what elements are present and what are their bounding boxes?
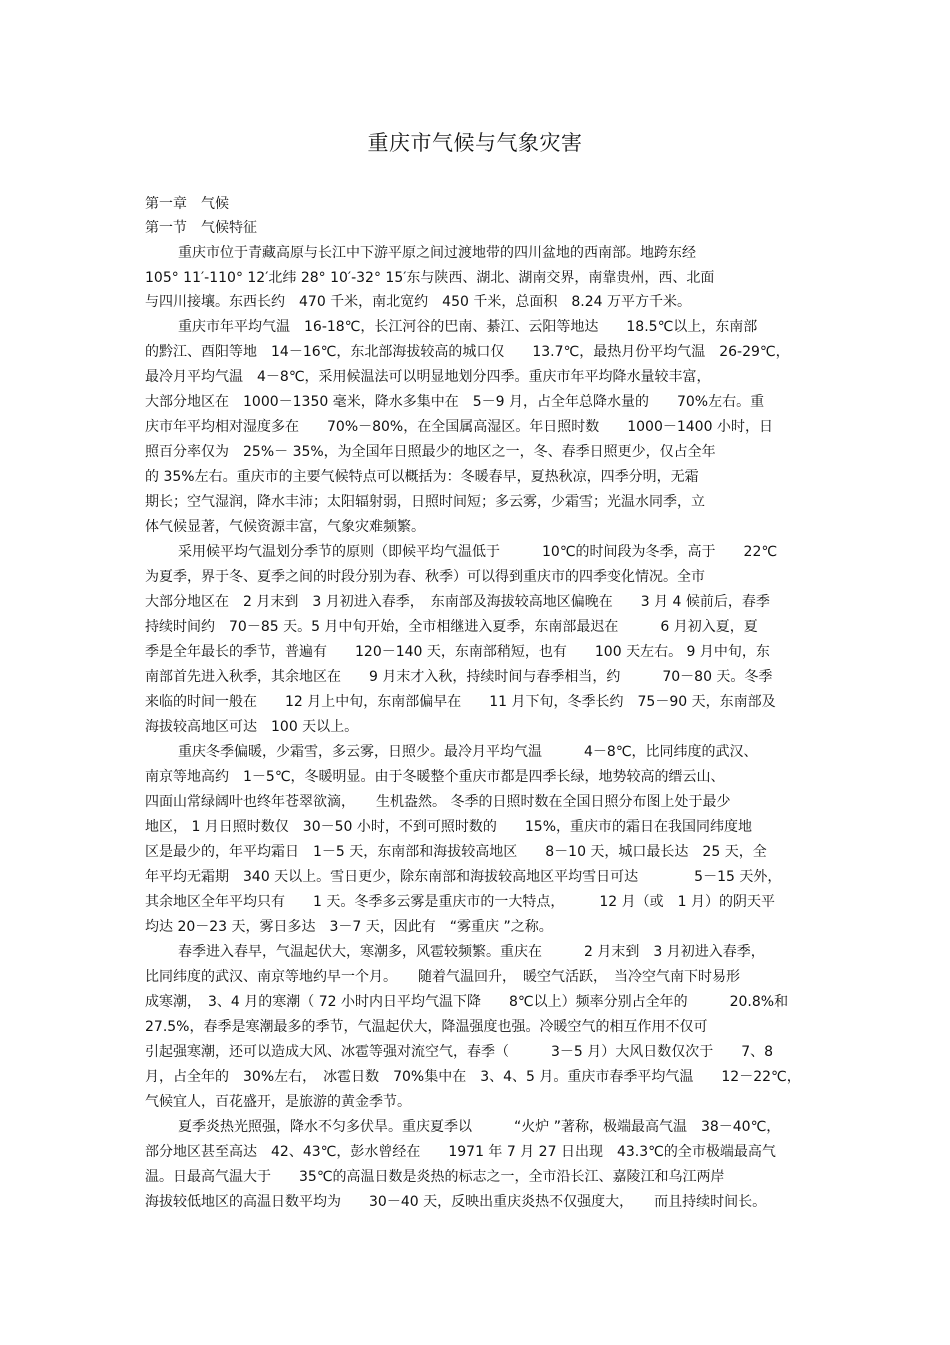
- paragraph-line: 与四川接壤。东西长约 470 千米，南北宽约 450 千米，总面积 8.24 万平方千米。: [145, 294, 691, 310]
- paragraph-first-line: 采用候平均气温划分季节的原则（即候平均气温低于 10℃的时间段为冬季，高于 22℃: [178, 544, 778, 560]
- paragraph-line: 持续时间约 70－85 天。5 月中旬开始，全市相继进入夏季，东南部最迟在 6 月初入夏，夏: [145, 619, 758, 635]
- paragraph-line: 成寒潮， 3、4 月的寒潮（ 72 小时内日平均气温下降 8℃以上）频率分别占全年的 20.8%和: [145, 994, 789, 1010]
- paragraph-line: 105° 11′-110° 12′北纬 28° 10′-32° 15′东与陕西、湖北、湖南交界，南靠贵州，西、北面: [145, 270, 715, 286]
- paragraph-line: 为夏季，界于冬、夏季之间的时段分别为春、秋季）可以得到重庆市的四季变化情况。全市: [145, 569, 705, 585]
- paragraph-line: 照百分率仅为 25%－ 35%，为全国年日照最少的地区之一，冬、春季日照更少，仅占全年: [145, 444, 716, 460]
- paragraph-line: 期长；空气湿润，降水丰沛；太阳辐射弱，日照时间短；多云雾，少霜雪；光温水同季，立: [145, 494, 705, 510]
- paragraph-line: 均达 20－23 天，雾日多达 3－7 天，因此有 “雾重庆 ”之称。: [145, 919, 553, 935]
- paragraph-line: 引起强寒潮，还可以造成大风、冰雹等强对流空气，春季（ 3－5 月）大风日数仅次于 7、8: [145, 1044, 774, 1060]
- paragraph-line: 比同纬度的武汉、南京等地约早一个月。 随着气温回升， 暖空气活跃， 当冷空气南下时易形: [145, 969, 740, 985]
- chapter-heading: 第一章 气候: [145, 196, 229, 212]
- paragraph-line: 温。日最高气温大于 35℃的高温日数是炎热的标志之一，全市沿长江、嘉陵江和乌江两岸: [145, 1169, 725, 1185]
- paragraph-line: 南部首先进入秋季，其余地区在 9 月末才入秋，持续时间与春季相当，约 70－80 天。冬季: [145, 669, 773, 685]
- paragraph-line: 季是全年最长的季节，普遍有 120－140 天，东南部稍短，也有 100 天左右。 9 月中旬，东: [145, 644, 770, 660]
- paragraph-line: 大部分地区在 1000－1350 毫米，降水多集中在 5－9 月，占全年总降水量的 70%左右。重: [145, 394, 765, 410]
- paragraph-line: 南京等地高约 1－5℃，冬暖明显。由于冬暖整个重庆市都是四季长绿，地势较高的缙云山、: [145, 769, 725, 785]
- paragraph-line: 气候宜人，百花盛开，是旅游的黄金季节。: [145, 1094, 411, 1110]
- paragraph-line: 最冷月平均气温 4－8℃，采用候温法可以明显地划分四季。重庆市年平均降水量较丰富，: [145, 369, 711, 385]
- paragraph-line: 庆市年平均相对湿度多在 70%－80%，在全国属高湿区。年日照时数 1000－1400 小时，日: [145, 419, 773, 435]
- paragraph-line: 的 35%左右。重庆市的主要气候特点可以概括为：冬暖春早，夏热秋凉，四季分明，无霜: [145, 469, 699, 485]
- paragraph-line: 海拔较高地区可达 100 天以上。: [145, 719, 359, 735]
- paragraph-first-line: 夏季炎热光照强，降水不匀多伏旱。重庆夏季以 “火炉 ”著称，极端最高气温 38－40℃，: [178, 1119, 781, 1135]
- paragraph-line: 27.5%，春季是寒潮最多的季节，气温起伏大，降温强度也强。冷暖空气的相互作用不仅可: [145, 1019, 708, 1035]
- paragraph-line: 体气候显著，气候资源丰富，气象灾难频繁。: [145, 519, 425, 535]
- paragraph-line: 部分地区甚至高达 42、43℃，彭水曾经在 1971 年 7 月 27 日出现 43.3℃的全市极端最高气: [145, 1144, 776, 1160]
- document-title: 重庆市气候与气象灾害: [367, 131, 583, 155]
- paragraph-line: 月，占全年的 30%左右， 冰雹日数 70%集中在 3、4、5 月。重庆市春季平均气温 12－22℃，: [145, 1069, 801, 1085]
- paragraph-line: 大部分地区在 2 月末到 3 月初进入春季， 东南部及海拔较高地区偏晚在 3 月 4 候前后，春季: [145, 594, 770, 610]
- paragraph-line: 来临的时间一般在 12 月上中旬，东南部偏早在 11 月下旬，冬季长约 75－90 天，东南部及: [145, 694, 776, 710]
- paragraph-line: 的黔江、酉阳等地 14－16℃，东北部海拔较高的城口仅 13.7℃，最热月份平均气温 26-29℃，: [145, 344, 790, 360]
- paragraph-line: 其余地区全年平均只有 1 天。冬季多云雾是重庆市的一大特点， 12 月（或 1 月）的阴天平: [145, 894, 775, 910]
- paragraph-line: 区是最少的，年平均霜日 1－5 天，东南部和海拔较高地区 8－10 天，城口最长达 25 天，全: [145, 844, 767, 860]
- paragraph-line: 地区， 1 月日照时数仅 30－50 小时，不到可照时数的 15%，重庆市的霜日在我国同纬度地: [145, 819, 753, 835]
- paragraph-line: 四面山常绿阔叶也终年苍翠欲滴， 生机盎然。 冬季的日照时数在全国日照分布图上处于最少: [145, 794, 731, 810]
- paragraph-first-line: 春季进入春早，气温起伏大，寒潮多，风雹较频繁。重庆在 2 月末到 3 月初进入春季，: [178, 944, 765, 960]
- paragraph-first-line: 重庆市年平均气温 16-18℃，长江河谷的巴南、綦江、云阳等地达 18.5℃以上，东南部: [178, 319, 758, 335]
- paragraph-first-line: 重庆市位于青藏高原与长江中下游平原之间过渡地带的四川盆地的西南部。地跨东经: [178, 245, 696, 261]
- paragraph-first-line: 重庆冬季偏暖，少霜雪，多云雾，日照少。最冷月平均气温 4－8℃，比同纬度的武汉、: [178, 744, 758, 760]
- paragraph-line: 海拔较低地区的高温日数平均为 30－40 天，反映出重庆炎热不仅强度大， 而且持续时间长。: [145, 1194, 767, 1210]
- paragraph-line: 年平均无霜期 340 天以上。雪日更少，除东南部和海拔较高地区平均雪日可达 5－15 天外，: [145, 869, 782, 885]
- section-heading: 第一节 气候特征: [145, 220, 257, 236]
